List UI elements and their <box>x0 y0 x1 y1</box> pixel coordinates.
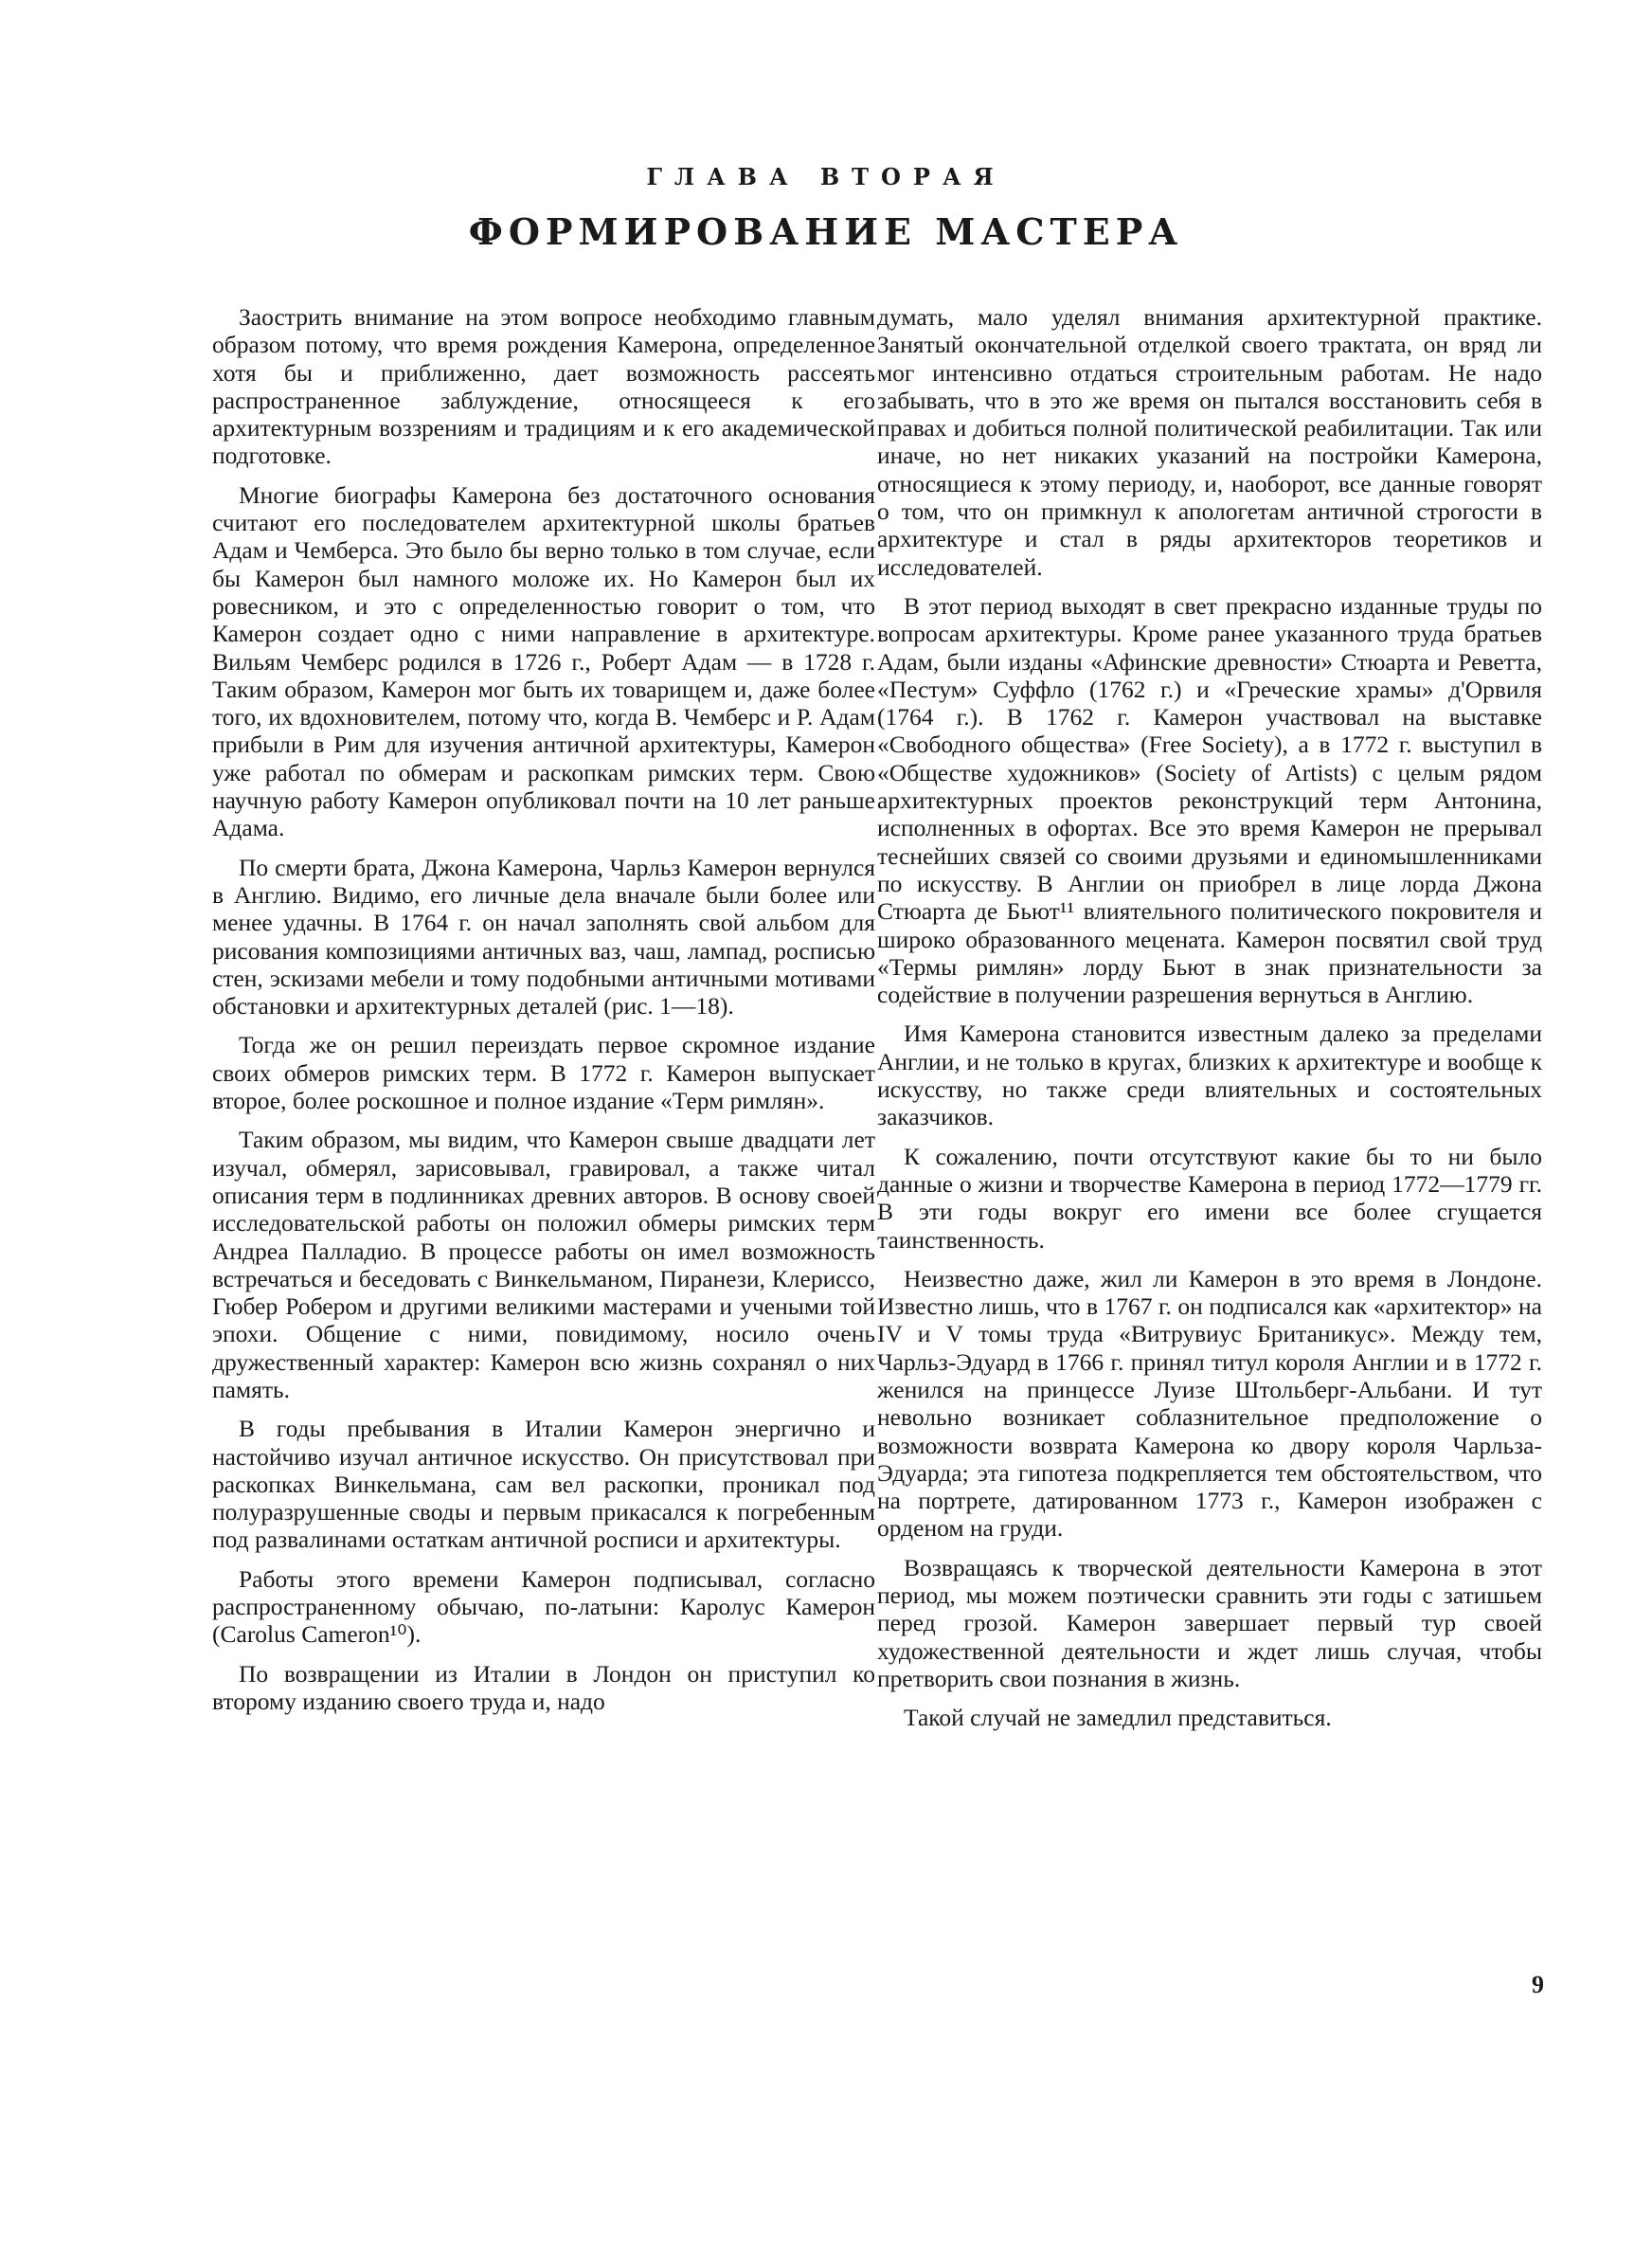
paragraph: думать, мало уделял внимания архитектурной практике. Занятый окончательной отделкой своего трактата, он вряд ли мог интенсивно отдаться строительным работам. Не надо забывать, что в это же время он пытался восстановить себя в правах и добиться полной политической реабилитации. Так или иначе, но нет никаких указаний на постройки Камерона, относящиеся к этому периоду, и, наоборот, все данные говорят о том, что он примкнул к апологетам античной строгости в архитектуре и стал в ряды архитекторов теоретиков и исследователей. <box>877 303 1542 581</box>
paragraph: В годы пребывания в Италии Камерон энергично и настойчиво изучал античное искусство. Он присутствовал при раскопках Винкельмана, сам вел раскопки, проникал под полуразрушенные своды и первым прикасался к погребенным под развалинами остаткам античной росписи и архитектуры. <box>212 1415 875 1554</box>
paragraph: По смерти брата, Джона Камерона, Чарльз Камерон вернулся в Англию. Видимо, его личные дела вначале были более или менее удачны. В 1764 г. он начал заполнять свой альбом для рисования композициями античных ваз, чаш, лампад, росписью стен, эскизами мебели и тому подобными античными мотивами обстановки и архитектурных деталей (рис. 1—18). <box>212 853 875 1020</box>
paragraph: По возвращении из Италии в Лондон он приступил ко второму изданию своего труда и, надо <box>212 1659 875 1715</box>
chapter-label: ГЛАВА ВТОРАЯ <box>646 163 1006 190</box>
paragraph: Заострить внимание на этом вопросе необходимо главным образом потому, что время рождения Камерона, определенное хотя бы и приближенно, дает возможность рассеять распространенное заблуждение, относящееся к его архитектурным воззрениям и традициям и к его академической подготовке. <box>212 303 875 470</box>
right-column <box>877 303 1542 1743</box>
paragraph: Неизвестно даже, жил ли Камерон в это время в Лондоне. Известно лишь, что в 1767 г. он подписался как «архитектор» на IV и V томы труда «Витрувиус Британикус». Между тем, Чарльз-Эдуард в 1766 г. принял титул короля Англии и в 1772 г. женился на принцессе Луизе Штольберг-Альбани. И тут невольно возникает соблазнительное предположение о возможности возврата Камерона ко двору короля Чарльза-Эдуарда; эта гипотеза подкрепляется тем обстоятельством, что на портрете, датированном 1773 г., Камерон изображен с орденом на груди. <box>877 1264 1542 1543</box>
page-number: 9 <box>1532 1971 1544 1998</box>
paragraph: Такой случай не замедлил представиться. <box>904 1704 1332 1732</box>
paragraph: Работы этого времени Камерон подписывал, согласно распространенному обычаю, по-латыни: Каролус Камерон (Carolus Cameron¹⁰). <box>212 1564 875 1649</box>
paragraph: К сожалению, почти отсутствуют какие бы то ни было данные о жизни и творчестве Камерона в период 1772—1779 гг. В эти годы вокруг его имени все более сгущается таинственность. <box>877 1142 1542 1254</box>
paragraph: Тогда же он решил переиздать первое скромное издание своих обмеров римских терм. В 1772 г. Камерон выпускает второе, более роскошное и полное издание «Терм римлян». <box>212 1031 875 1115</box>
left-column <box>212 303 875 1726</box>
paragraph: Имя Камерона становится известным далеко за пределами Англии, и не только в кругах, близких к архитектуре и вообще к искусству, но также среди влиятельных и состоятельных заказчиков. <box>877 1020 1542 1131</box>
paragraph: Многие биографы Камерона без достаточного основания считают его последователем архитектурной школы братьев Адам и Чемберса. Это было бы верно только в том случае, если бы Камерон был намного моложе их. Но Камерон был их ровесником, и это с определенностью говорит о том, что Камерон создает одно с ними направление в архитектуре. Вильям Чемберс родился в 1726 г., Роберт Адам — в 1728 г. Таким образом, Камерон мог быть их товарищем и, даже более того, их вдохновителем, потому что, когда В. Чемберс и Р. Адам прибыли в Рим для изучения античной архитектуры, Камерон уже работал по обмерам и раскопкам римских терм. Свою научную работу Камерон опубликовал почти на 10 лет раньше Адама. <box>212 480 875 842</box>
paragraph: Возвращаясь к творческой деятельности Камерона в этот период, мы можем поэтически сравнить эти годы с затишьем перед грозой. Камерон завершает первый тур своей художественной деятельности и ждет лишь случая, чтобы претворить свои познания в жизнь. <box>877 1553 1542 1692</box>
chapter-title: ФОРМИРОВАНИЕ МАСТЕРА <box>468 210 1184 253</box>
paragraph: В этот период выходят в свет прекрасно изданные труды по вопросам архитектуры. Кроме ранее указанного труда братьев Адам, были изданы «Афинские древности» Стюарта и Реветта, «Пестум» Суффло (1762 г.) и «Греческие храмы» д'Орвиля (1764 г.). В 1762 г. Камерон участвовал на выставке «Свободного общества» (Free Society), а в 1772 г. выступил в «Обществе художников» (Society of Artists) с целым рядом архитектурных проектов реконструкций терм Антонина, исполненных в офортах. Все это время Камерон не прерывал теснейших связей со своими друзьями и единомышленниками по искусству. В Англии он приобрел в лице лорда Джона Стюарта де Бьют¹¹ влиятельного политического покровителя и широко образованного мецената. Камерон посвятил свой труд «Термы римлян» лорду Бьют в знак признательности за содействие в получении разрешения вернуться в Англию. <box>877 591 1542 1009</box>
paragraph: Таким образом, мы видим, что Камерон свыше двадцати лет изучал, обмерял, зарисовывал, гравировал, а также читал описания терм в подлинниках древних авторов. В основу своей исследовательской работы он положил обмеры римских терм Андреа Палладио. В процессе работы он имел возможность встречаться и беседовать с Винкельманом, Пиранези, Клериссо, Гюбер Робером и другими великими мастерами и учеными той эпохи. Общение с ними, повидимому, носило очень дружественный характер: Камерон всю жизнь сохранял о них память. <box>212 1126 875 1403</box>
